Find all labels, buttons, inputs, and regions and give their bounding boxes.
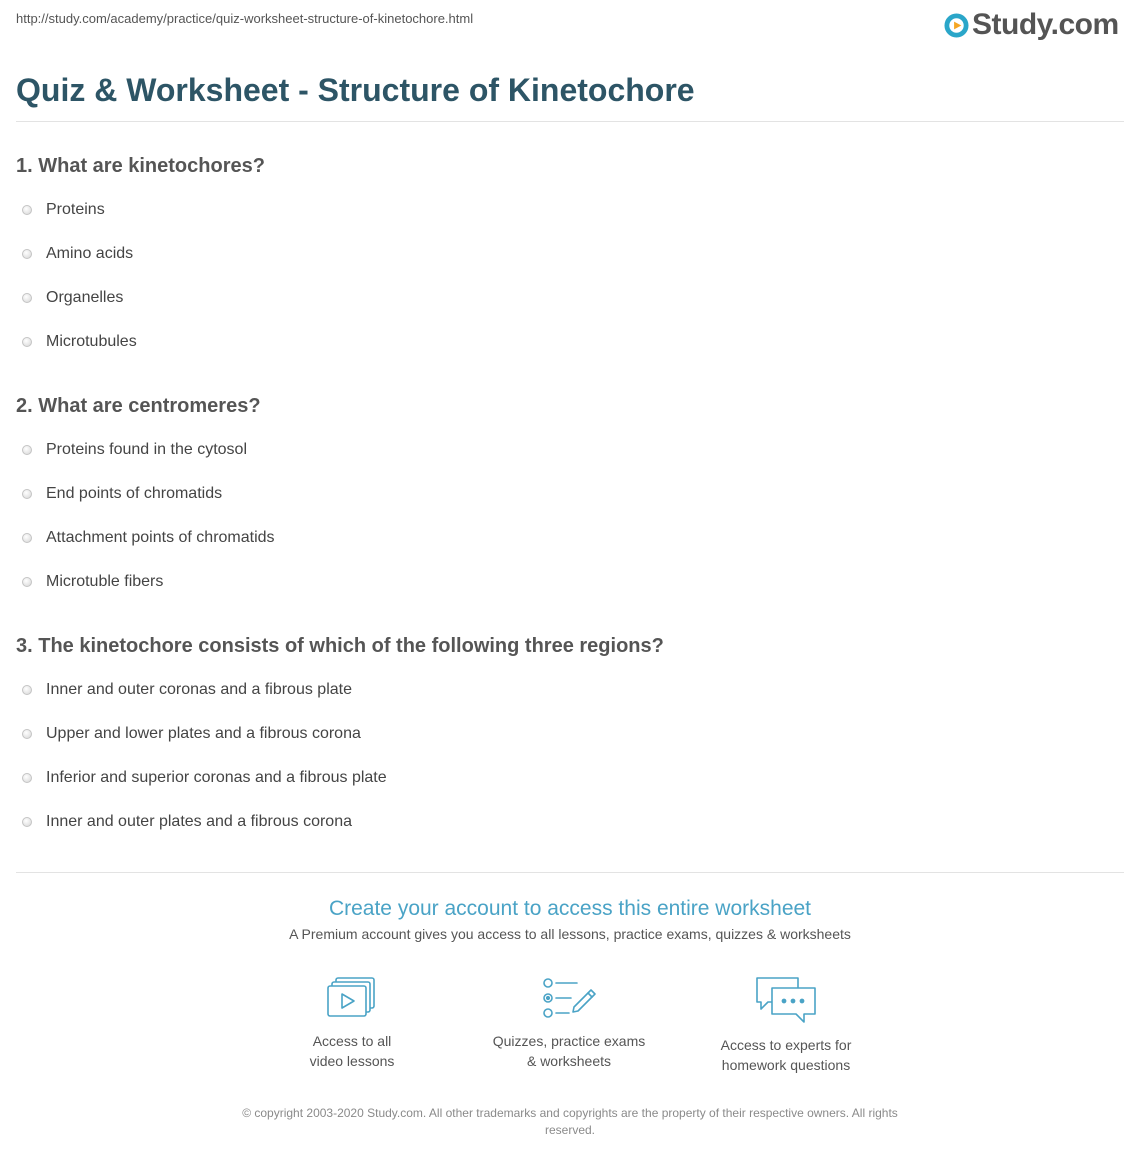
option-label: Proteins <box>46 201 105 218</box>
option-label: Inner and outer plates and a fibrous corona <box>46 813 352 830</box>
option-label: Organelles <box>46 289 124 306</box>
quiz-checklist-icon <box>541 975 597 1021</box>
q1-option-4[interactable] <box>22 330 137 354</box>
cta-subtitle: A Premium account gives you access to all lessons, practice exams, quizzes & worksheets <box>289 926 851 942</box>
q1-option-1[interactable] <box>22 198 105 222</box>
radio-button[interactable] <box>22 205 32 215</box>
radio-button[interactable] <box>22 249 32 259</box>
logo-text: Study.com <box>972 8 1119 41</box>
feature-line: Access to experts for <box>720 1037 852 1053</box>
radio-button[interactable] <box>22 293 32 303</box>
copyright-line: reserved. <box>544 1123 596 1137</box>
radio-button[interactable] <box>22 729 32 739</box>
q2-option-3[interactable] <box>22 526 275 550</box>
video-lessons-icon <box>326 975 378 1021</box>
question-1: 1. What are kinetochores? <box>16 155 265 177</box>
radio-button[interactable] <box>22 489 32 499</box>
radio-button[interactable] <box>22 337 32 347</box>
create-account-link[interactable]: Create your account to access this entire worksheet <box>328 897 812 920</box>
question-2: 2. What are centromeres? <box>16 395 261 417</box>
radio-button[interactable] <box>22 817 32 827</box>
option-label: End points of chromatids <box>46 485 223 502</box>
option-label: Microtubules <box>46 333 137 350</box>
page-title: Quiz & Worksheet - Structure of Kinetochore <box>16 72 695 108</box>
title-divider <box>16 121 1124 122</box>
option-label: Inferior and superior coronas and a fibrous plate <box>46 769 387 786</box>
option-label: Microtuble fibers <box>46 573 164 590</box>
q1-option-3[interactable] <box>22 286 123 310</box>
radio-button[interactable] <box>22 685 32 695</box>
chat-bubbles-icon <box>754 975 818 1025</box>
radio-button[interactable] <box>22 445 32 455</box>
feature-experts <box>686 975 886 1075</box>
option-label: Amino acids <box>46 245 134 262</box>
option-label: Proteins found in the cytosol <box>46 441 248 458</box>
radio-button[interactable] <box>22 533 32 543</box>
feature-line: & worksheets <box>526 1053 612 1069</box>
q2-option-4[interactable] <box>22 570 163 594</box>
q3-option-4[interactable] <box>22 810 352 834</box>
play-logo-icon <box>944 13 969 38</box>
q3-option-1[interactable] <box>22 678 352 702</box>
page-url: http://study.com/academy/practice/quiz-worksheet-structure-of-kinetochore.html <box>16 11 474 26</box>
feature-line: Access to all <box>312 1033 392 1049</box>
option-label: Inner and outer coronas and a fibrous plate <box>46 681 352 698</box>
study-logo[interactable] <box>944 5 1119 45</box>
q3-option-3[interactable] <box>22 766 387 790</box>
q3-option-2[interactable] <box>22 722 361 746</box>
feature-video-lessons <box>252 975 452 1071</box>
feature-line: Quizzes, practice exams <box>492 1033 646 1049</box>
cta-divider <box>16 872 1124 873</box>
feature-quizzes <box>469 975 669 1071</box>
option-label: Upper and lower plates and a fibrous corona <box>46 725 361 742</box>
feature-line: homework questions <box>721 1057 851 1073</box>
copyright-line: © copyright 2003-2020 Study.com. All other trademarks and copyrights are the property of their respective owners. All rights <box>242 1106 898 1120</box>
q2-option-2[interactable] <box>22 482 222 506</box>
question-3: 3. The kinetochore consists of which of the following three regions? <box>16 635 664 657</box>
option-label: Attachment points of chromatids <box>46 529 275 546</box>
copyright-notice <box>210 1105 930 1139</box>
feature-line: video lessons <box>309 1053 395 1069</box>
q1-option-2[interactable] <box>22 242 133 266</box>
radio-button[interactable] <box>22 773 32 783</box>
q2-option-1[interactable] <box>22 438 247 462</box>
radio-button[interactable] <box>22 577 32 587</box>
